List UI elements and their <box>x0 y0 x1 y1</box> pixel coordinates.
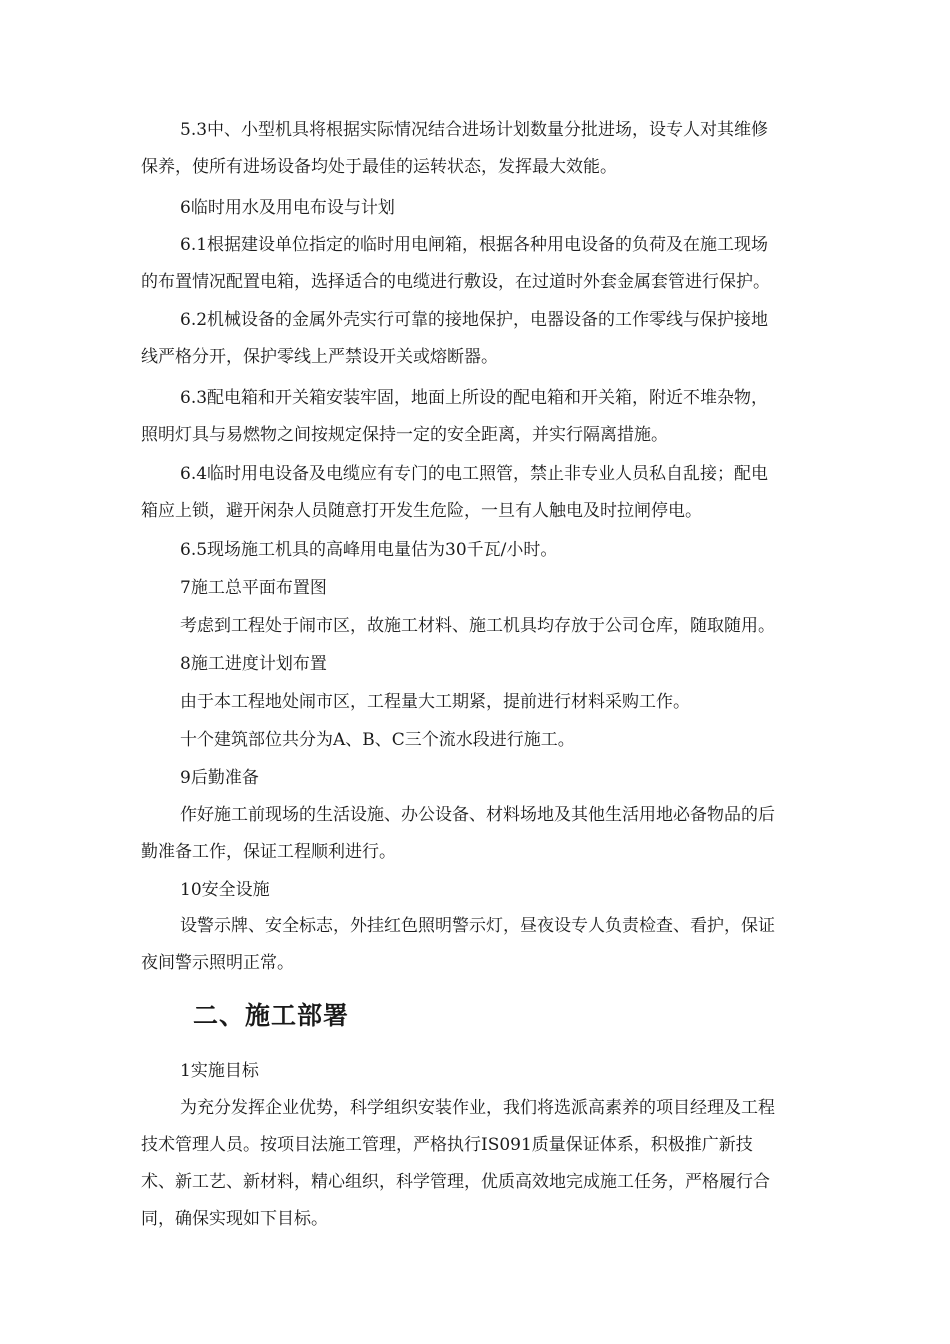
paragraph-6-4 <box>141 456 821 530</box>
section-heading: 二、施工部署 <box>193 1001 350 1030</box>
text-line: 同，确保实现如下目标。 <box>141 1209 328 1229</box>
heading-8 <box>141 646 821 683</box>
paragraph-8-body-1 <box>141 684 821 721</box>
text-line: 6临时用水及用电布设与计划 <box>180 198 395 218</box>
paragraph-5-3 <box>141 112 821 186</box>
heading-1-goal <box>141 1053 821 1090</box>
text-line: 线严格分开，保护零线上严禁设开关或熔断器。 <box>141 347 498 367</box>
text-line: 9后勤准备 <box>180 768 259 788</box>
text-line: 夜间警示照明正常。 <box>141 953 294 973</box>
text-line: 十个建筑部位共分为A、B、C三个流水段进行施工。 <box>180 730 575 750</box>
text-line: 6.1根据建设单位指定的临时用电闸箱，根据各种用电设备的负荷及在施工现场 <box>180 235 769 255</box>
text-line: 7施工总平面布置图 <box>180 578 327 598</box>
text-line: 的布置情况配置电箱，选择适合的电缆进行敷设，在过道时外套金属套管进行保护。 <box>141 272 770 292</box>
text-line: 勤准备工作，保证工程顺利进行。 <box>141 842 396 862</box>
heading-10 <box>141 872 821 909</box>
text-line: 6.2机械设备的金属外壳实行可靠的接地保护，电器设备的工作零线与保护接地 <box>180 310 769 330</box>
text-line: 6.4临时用电设备及电缆应有专门的电工照管，禁止非专业人员私自乱接；配电 <box>180 464 769 484</box>
text-line: 保养，使所有进场设备均处于最佳的运转状态，发挥最大效能。 <box>141 157 617 177</box>
paragraph-6-5 <box>141 532 821 569</box>
paragraph-10-body <box>141 908 821 982</box>
text-line: 由于本工程地处闹市区，工程量大工期紧，提前进行材料采购工作。 <box>180 692 690 712</box>
text-line: 技术管理人员。按项目法施工管理，严格执行IS091质量保证体系，积极推广新技 <box>141 1135 753 1155</box>
text-line: 6.5现场施工机具的高峰用电量估为30千瓦/小时。 <box>180 540 558 560</box>
paragraph-9-body <box>141 797 821 871</box>
text-line: 6.3配电箱和开关箱安装牢固，地面上所设的配电箱和开关箱，附近不堆杂物， <box>180 388 769 408</box>
paragraph-6-3 <box>141 380 821 454</box>
heading-6 <box>141 190 821 227</box>
text-line: 设警示牌、安全标志，外挂红色照明警示灯，昼夜设专人负责检查、看护，保证 <box>180 916 775 936</box>
text-line: 术、新工艺、新材料，精心组织，科学管理，优质高效地完成施工任务，严格履行合 <box>141 1172 770 1192</box>
paragraph-8-body-2 <box>141 722 821 759</box>
paragraph-6-1 <box>141 227 821 301</box>
paragraph-6-2 <box>141 302 821 376</box>
text-line: 作好施工前现场的生活设施、办公设备、材料场地及其他生活用地必备物品的后 <box>180 805 775 825</box>
text-line: 10安全设施 <box>180 880 270 900</box>
paragraph-7-body <box>141 608 821 645</box>
text-line: 箱应上锁，避开闲杂人员随意打开发生危险，一旦有人触电及时拉闸停电。 <box>141 501 702 521</box>
text-line: 为充分发挥企业优势，科学组织安装作业，我们将选派高素养的项目经理及工程 <box>180 1098 775 1118</box>
heading-9 <box>141 760 821 797</box>
text-line: 1实施目标 <box>180 1061 259 1081</box>
heading-7 <box>141 570 821 607</box>
paragraph-goal-body <box>141 1090 821 1238</box>
text-line: 8施工进度计划布置 <box>180 654 327 674</box>
text-line: 照明灯具与易燃物之间按规定保持一定的安全距离，并实行隔离措施。 <box>141 425 668 445</box>
text-line: 5.3中、小型机具将根据实际情况结合进场计划数量分批进场，设专人对其维修 <box>180 120 769 140</box>
text-line: 考虑到工程处于闹市区，故施工材料、施工机具均存放于公司仓库，随取随用。 <box>180 616 775 636</box>
